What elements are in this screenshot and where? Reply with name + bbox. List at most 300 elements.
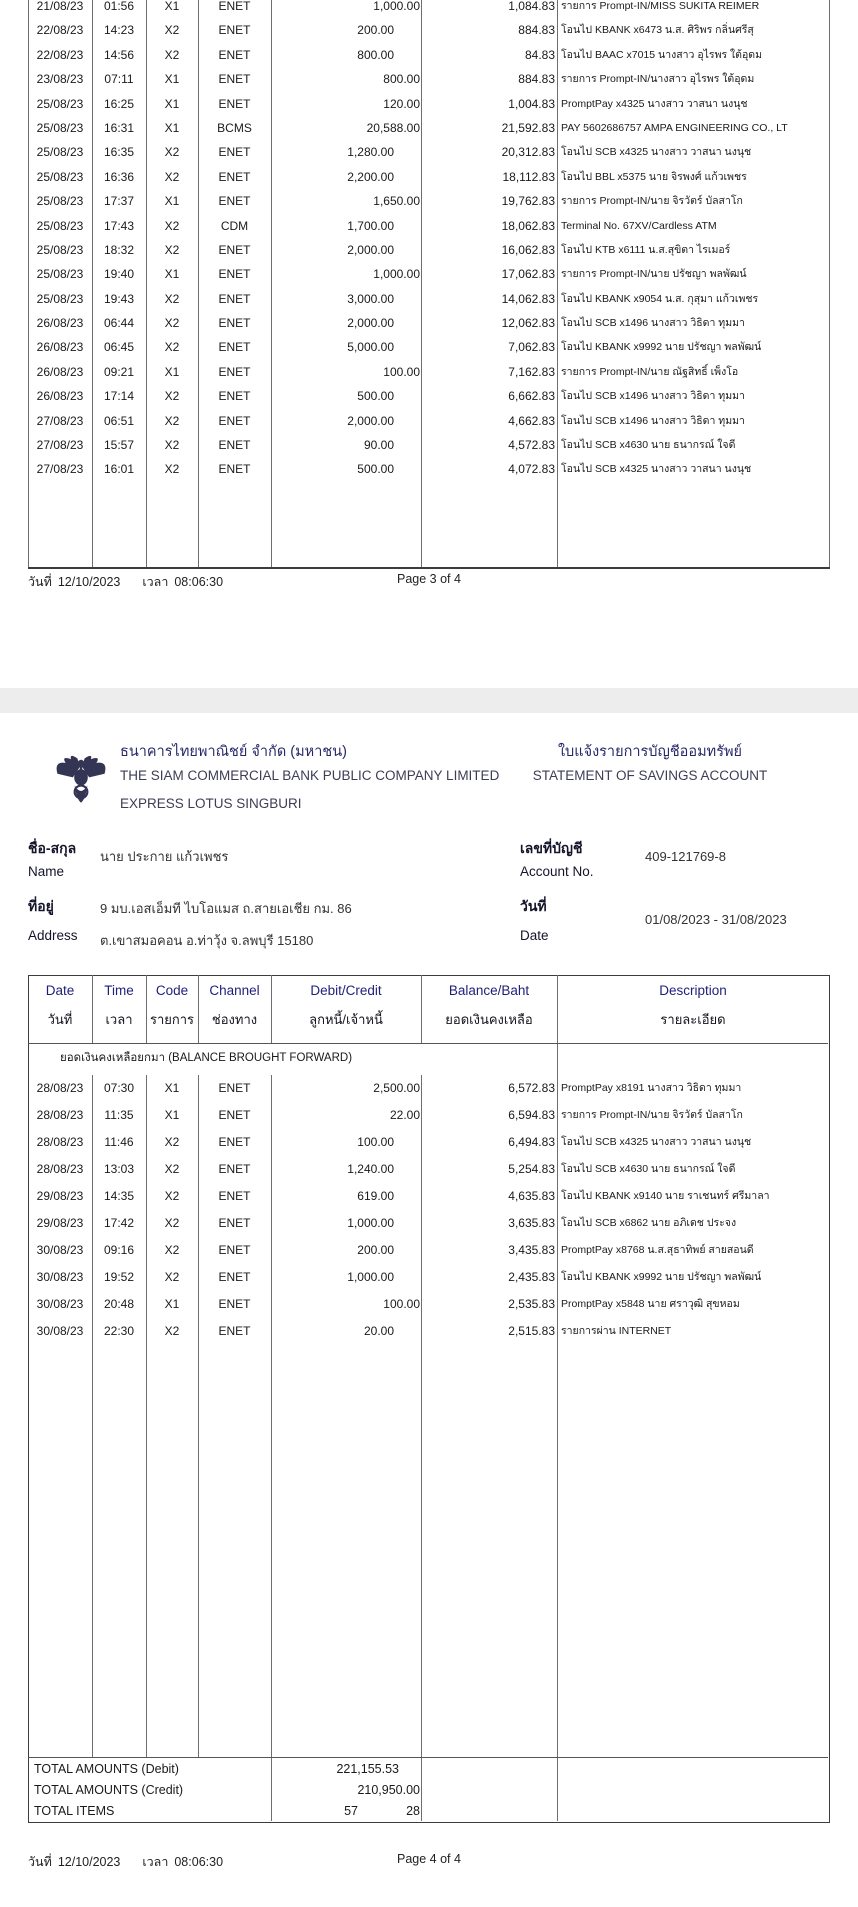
cell-channel: ENET: [218, 72, 251, 87]
cell-date: 25/08/23: [36, 145, 84, 160]
cell-channel: ENET: [218, 145, 251, 160]
cell-code: X2: [164, 1189, 180, 1203]
table-border: [557, 975, 558, 1043]
generated-date: 12/10/2023: [57, 575, 121, 589]
generated-date-label: วันที่: [28, 1855, 52, 1869]
cell-code: X2: [164, 242, 180, 257]
bank-name-th: ธนาคารไทยพาณิชย์ จำกัด (มหาชน): [120, 744, 347, 760]
address-line2: ต.เขาสมอคอน อ.ท่าวุ้ง จ.ลพบุรี 15180: [100, 933, 314, 948]
cell-balance: 84.83: [524, 47, 555, 62]
cell-debit-credit: [271, 140, 421, 164]
table-row: [28, 409, 830, 433]
cell-channel: ENET: [218, 438, 251, 453]
credit-amount: 100.00: [383, 364, 420, 379]
cell-description: รายการ Prompt-IN/นาย จิรวัตร์ บัลสาโก: [561, 195, 743, 208]
generated-date-label: วันที่: [28, 575, 52, 589]
cell-time: 16:01: [103, 462, 135, 477]
cell-time: 01:56: [103, 0, 135, 13]
cell-balance: 6,494.83: [508, 1135, 555, 1149]
cell-debit-credit: [271, 384, 421, 408]
cell-debit-credit: [271, 1156, 421, 1183]
bank-branch: EXPRESS LOTUS SINGBURI: [120, 796, 302, 811]
cell-time: 06:45: [103, 340, 135, 355]
debit-amount: 619.00: [357, 1189, 394, 1203]
cell-channel: ENET: [218, 1297, 251, 1311]
cell-date: 25/08/23: [36, 96, 84, 111]
cell-debit-credit: [271, 457, 421, 481]
cell-debit-credit: [271, 1102, 421, 1129]
col-header-time-en: Time: [104, 983, 134, 998]
cell-balance: 3,635.83: [508, 1216, 555, 1230]
cell-balance: 12,062.83: [501, 316, 555, 331]
debit-amount: 1,000.00: [347, 1216, 394, 1230]
cell-description: รายการ Prompt-IN/นาย จิรวัตร์ บัลสาโก: [561, 1109, 743, 1121]
cell-channel: ENET: [218, 194, 251, 209]
cell-description: โอนไป SCB x4325 นางสาว วาสนา นงนุช: [561, 1136, 752, 1148]
total-items-label: TOTAL ITEMS: [34, 1804, 115, 1818]
cell-balance: 4,072.83: [508, 462, 555, 477]
address-line1: 9 มบ.เอสเอ็มที ไบโอแมส ถ.สายเอเชีย กม. 86: [100, 901, 352, 916]
table-row: [28, 1183, 830, 1210]
cell-debit-credit: [271, 1075, 421, 1102]
cell-channel: ENET: [218, 364, 251, 379]
cell-time: 11:46: [104, 1135, 134, 1149]
col-header-time-th: เวลา: [105, 1012, 133, 1027]
cell-time: 14:23: [103, 23, 135, 38]
table-row: [28, 433, 830, 457]
col-header-debit-credit-th: ลูกหนี้/เจ้าหนี้: [309, 1012, 383, 1027]
cell-balance: 18,062.83: [501, 218, 555, 233]
date-label-en: Date: [520, 928, 549, 943]
cell-date: 25/08/23: [36, 218, 84, 233]
table-row: [28, 1318, 830, 1345]
total-items-debit-count: 57: [344, 1804, 358, 1818]
cell-description: โอนไป KBANK x9992 นาย ปรัชญา พลพัฒน์: [561, 1271, 762, 1283]
cell-channel: ENET: [218, 316, 251, 331]
cell-debit-credit: [271, 116, 421, 140]
cell-code: X1: [164, 1108, 180, 1122]
cell-time: 09:21: [103, 364, 135, 379]
cell-balance: 6,594.83: [508, 1108, 555, 1122]
page3-footer: [28, 572, 830, 592]
cell-debit-credit: [271, 1129, 421, 1156]
table-row: [28, 165, 830, 189]
cell-channel: ENET: [218, 169, 251, 184]
cell-code: X1: [164, 72, 180, 87]
cell-balance: 18,112.83: [502, 169, 555, 184]
cell-debit-credit: [271, 1237, 421, 1264]
cell-date: 30/08/23: [36, 1243, 84, 1257]
table-row: [28, 67, 830, 91]
debit-amount: 500.00: [357, 389, 394, 404]
cell-balance: 884.83: [518, 23, 555, 38]
cell-channel: ENET: [218, 23, 251, 38]
cell-debit-credit: [271, 92, 421, 116]
cell-balance: 7,062.83: [508, 340, 555, 355]
cell-date: 28/08/23: [36, 1081, 84, 1095]
cell-code: X1: [164, 120, 180, 135]
cell-channel: ENET: [218, 1135, 251, 1149]
table-row: [28, 360, 830, 384]
cell-channel: ENET: [218, 1162, 251, 1176]
cell-time: 19:43: [103, 291, 135, 306]
cell-code: X1: [164, 1297, 180, 1311]
table-row: [28, 238, 830, 262]
cell-code: X2: [164, 47, 180, 62]
cell-debit-credit: [271, 214, 421, 238]
bank-name-en: THE SIAM COMMERCIAL BANK PUBLIC COMPANY LIMITED: [120, 768, 500, 783]
cell-time: 16:31: [103, 120, 135, 135]
generated-time: 08:06:30: [174, 1855, 224, 1869]
cell-time: 06:51: [103, 413, 135, 428]
col-header-channel-th: ช่องทาง: [211, 1012, 258, 1027]
cell-debit-credit: [271, 189, 421, 213]
cell-debit-credit: [271, 1183, 421, 1210]
page-number: Page 4 of 4: [397, 1852, 461, 1866]
cell-code: X2: [164, 218, 180, 233]
cell-description: โอนไป SCB x6862 นาย อภิเดช ประจง: [561, 1217, 737, 1229]
debit-amount: 2,200.00: [347, 169, 394, 184]
cell-date: 22/08/23: [36, 23, 84, 38]
cell-description: รายการ Prompt-IN/MISS SUKITA REIMER: [561, 0, 760, 12]
debit-amount: 200.00: [357, 1243, 394, 1257]
cell-debit-credit: [271, 433, 421, 457]
cell-debit-credit: [271, 238, 421, 262]
table-row: [28, 92, 830, 116]
cell-time: 17:43: [103, 218, 135, 233]
table-row: [28, 384, 830, 408]
cell-description: โอนไป KBANK x9054 น.ส. กุสุมา แก้วเพชร: [561, 292, 759, 305]
cell-balance: 16,062.83: [501, 242, 555, 257]
transactions-table-page3: [28, 0, 830, 568]
table-row: [28, 262, 830, 286]
cell-time: 17:42: [103, 1216, 135, 1230]
cell-code: X1: [164, 96, 180, 111]
table-row: [28, 18, 830, 42]
cell-balance: 2,435.83: [508, 1270, 555, 1284]
cell-description: โอนไป KTB x6111 น.ส.สุขิตา ไรเมอร์: [561, 243, 731, 256]
credit-amount: 800.00: [383, 72, 420, 87]
cell-balance: 3,435.83: [508, 1243, 555, 1257]
cell-date: 30/08/23: [36, 1297, 84, 1311]
table-row: [28, 1264, 830, 1291]
statement-title-en: STATEMENT OF SAVINGS ACCOUNT: [532, 768, 768, 783]
header-divider: [28, 1043, 828, 1044]
cell-date: 27/08/23: [36, 438, 84, 453]
cell-balance: 21,592.83: [501, 120, 555, 135]
cell-time: 18:32: [103, 242, 135, 257]
cell-code: X2: [164, 316, 180, 331]
table-row: [28, 457, 830, 481]
cell-balance: 7,162.83: [508, 364, 555, 379]
total-credit-value: 210,950.00: [357, 1783, 420, 1797]
cell-description: รายการ Prompt-IN/นาย ณัฐสิทธิ์ เพ็งโอ: [561, 365, 739, 378]
table-row: [28, 1156, 830, 1183]
table-row: [28, 1237, 830, 1264]
address-label-en: Address: [28, 928, 78, 943]
table-row: [28, 116, 830, 140]
credit-amount: 100.00: [383, 1297, 420, 1311]
cell-balance: 2,515.83: [508, 1324, 555, 1338]
cell-code: X2: [164, 462, 180, 477]
cell-time: 17:14: [103, 389, 135, 404]
cell-description: PromptPay x8768 น.ส.สุธาทิพย์ สายสอนดี: [561, 1244, 754, 1256]
table-row: [28, 1102, 830, 1129]
cell-description: โอนไป SCB x4325 นางสาว วาสนา นงนุช: [561, 463, 752, 476]
cell-description: โอนไป SCB x4630 นาย ธนากรณ์ ใจดี: [561, 439, 736, 452]
cell-channel: ENET: [218, 1270, 251, 1284]
cell-date: 26/08/23: [36, 389, 84, 404]
cell-balance: 6,572.83: [508, 1081, 555, 1095]
cell-time: 20:48: [103, 1297, 135, 1311]
cell-description: โอนไป SCB x1496 นางสาว วิธิดา ทุมมา: [561, 317, 745, 330]
debit-amount: 5,000.00: [347, 340, 394, 355]
cell-channel: ENET: [218, 413, 251, 428]
cell-time: 07:30: [103, 1081, 135, 1095]
cell-channel: ENET: [218, 291, 251, 306]
cell-time: 14:35: [103, 1189, 135, 1203]
cell-code: X1: [164, 364, 180, 379]
debit-amount: 2,000.00: [347, 242, 394, 257]
account-holder-name: นาย ประกาย แก้วเพชร: [100, 849, 229, 864]
table-border: [198, 975, 199, 1043]
cell-time: 19:52: [103, 1270, 135, 1284]
table-border: [146, 975, 147, 1043]
cell-debit-credit: [271, 18, 421, 42]
cell-date: 29/08/23: [36, 1189, 84, 1203]
cell-code: X2: [164, 1243, 180, 1257]
cell-date: 25/08/23: [36, 242, 84, 257]
date-label-th: วันที่: [520, 898, 547, 914]
credit-amount: 1,000.00: [373, 0, 420, 13]
credit-amount: 1,650.00: [373, 194, 420, 209]
credit-amount: 1,000.00: [373, 267, 420, 282]
table-row: [28, 1129, 830, 1156]
cell-debit-credit: [271, 360, 421, 384]
credit-amount: 120.00: [383, 96, 420, 111]
cell-channel: CDM: [220, 218, 249, 233]
col-header-balance-en: Balance/Baht: [448, 983, 530, 998]
cell-code: X1: [164, 267, 180, 282]
cell-time: 15:57: [103, 438, 135, 453]
cell-time: 22:30: [103, 1324, 135, 1338]
cell-balance: 1,084.83: [508, 0, 555, 13]
cell-channel: ENET: [218, 242, 251, 257]
cell-balance: 4,635.83: [508, 1189, 555, 1203]
table-row: [28, 214, 830, 238]
table-border: [146, 0, 147, 568]
debit-amount: 1,000.00: [347, 1270, 394, 1284]
cell-channel: ENET: [218, 1243, 251, 1257]
table-border: [271, 975, 272, 1043]
cell-description: โอนไป SCB x1496 นางสาว วิธิดา ทุมมา: [561, 390, 745, 403]
cell-code: X2: [164, 1162, 180, 1176]
cell-code: X2: [164, 23, 180, 38]
cell-code: X2: [164, 1270, 180, 1284]
debit-amount: 90.00: [363, 438, 394, 453]
cell-code: X1: [164, 0, 180, 13]
debit-amount: 1,280.00: [347, 145, 394, 160]
table-border: [421, 975, 422, 1043]
total-debit-row: [28, 1759, 830, 1780]
generated-time-label: เวลา: [142, 1855, 169, 1869]
cell-channel: ENET: [218, 96, 251, 111]
cell-code: X1: [164, 1081, 180, 1095]
cell-time: 19:40: [103, 267, 135, 282]
table-border: [271, 0, 272, 568]
debit-amount: 200.00: [357, 23, 394, 38]
cell-time: 16:35: [103, 145, 135, 160]
cell-channel: ENET: [218, 340, 251, 355]
totals-divider: [28, 1757, 828, 1758]
cell-debit-credit: [271, 1264, 421, 1291]
cell-debit-credit: [271, 287, 421, 311]
cell-date: 25/08/23: [36, 169, 84, 184]
debit-amount: 3,000.00: [347, 291, 394, 306]
cell-balance: 19,762.83: [501, 194, 555, 209]
cell-description: โอนไป SCB x4325 นางสาว วาสนา นงนุช: [561, 146, 752, 159]
cell-description: โอนไป KBANK x6473 น.ส. ศิริพร กลิ่นศรีสุ: [561, 24, 754, 37]
cell-code: X2: [164, 145, 180, 160]
cell-description: รายการ Prompt-IN/นางสาว อุไรพร ใต้อุดม: [561, 73, 755, 86]
cell-date: 28/08/23: [36, 1162, 84, 1176]
cell-balance: 884.83: [518, 72, 555, 87]
generated-date: 12/10/2023: [57, 1855, 121, 1869]
cell-debit-credit: [271, 1318, 421, 1345]
cell-debit-credit: [271, 262, 421, 286]
table-row: [28, 1075, 830, 1102]
cell-description: โอนไป KBANK x9992 นาย ปรัชญา พลพัฒน์: [561, 341, 762, 354]
cell-date: 29/08/23: [36, 1216, 84, 1230]
cell-date: 26/08/23: [36, 316, 84, 331]
page-number: Page 3 of 4: [397, 572, 461, 586]
debit-amount: 100.00: [357, 1135, 394, 1149]
col-header-code-en: Code: [155, 983, 189, 998]
cell-description: PromptPay x8191 นางสาว วิธิดา ทุมมา: [561, 1082, 742, 1094]
cell-balance: 5,254.83: [508, 1162, 555, 1176]
address-label-th: ที่อยู่: [28, 898, 54, 914]
table-row: [28, 335, 830, 359]
cell-date: 22/08/23: [36, 47, 84, 62]
cell-balance: 1,004.83: [508, 96, 555, 111]
credit-amount: 2,500.00: [373, 1081, 420, 1095]
cell-balance: 4,572.83: [508, 438, 555, 453]
account-no-label-en: Account No.: [520, 864, 594, 879]
table-bottom-border: [28, 567, 830, 569]
name-label-en: Name: [28, 864, 65, 879]
cell-date: 23/08/23: [36, 72, 84, 87]
cell-channel: BCMS: [217, 120, 252, 135]
credit-amount: 22.00: [389, 1108, 420, 1122]
cell-code: X2: [164, 1216, 180, 1230]
cell-date: 26/08/23: [36, 340, 84, 355]
cell-balance: 4,662.83: [508, 413, 555, 428]
cell-date: 25/08/23: [36, 194, 84, 209]
cell-date: 30/08/23: [36, 1324, 84, 1338]
cell-description: โอนไป BAAC x7015 นางสาว อุไรพร ใต้อุดม: [561, 48, 763, 61]
col-header-date-en: Date: [45, 983, 75, 998]
col-header-code-th: รายการ: [149, 1012, 195, 1027]
cell-code: X2: [164, 413, 180, 428]
cell-debit-credit: [271, 67, 421, 91]
table-border: [557, 0, 558, 568]
total-items-row: [28, 1801, 830, 1822]
debit-amount: 1,700.00: [347, 218, 394, 233]
cell-code: X2: [164, 169, 180, 184]
transaction-rows-page3: [28, 0, 830, 482]
page-separator: [0, 688, 858, 713]
cell-description: PromptPay x5848 นาย ศราวุฒิ สุขหอม: [561, 1298, 740, 1310]
cell-code: X2: [164, 340, 180, 355]
cell-date: 21/08/23: [36, 0, 84, 13]
col-header-channel-en: Channel: [209, 983, 260, 998]
cell-debit-credit: [271, 1291, 421, 1318]
cell-debit-credit: [271, 43, 421, 67]
debit-amount: 1,240.00: [347, 1162, 394, 1176]
cell-channel: ENET: [218, 1189, 251, 1203]
cell-code: X2: [164, 1324, 180, 1338]
col-header-date-th: วันที่: [47, 1012, 73, 1027]
cell-date: 27/08/23: [36, 462, 84, 477]
page4-footer: [28, 1852, 830, 1872]
table-row: [28, 1210, 830, 1237]
cell-description: โอนไป KBANK x9140 นาย ราเชนทร์ ศรีมาลา: [561, 1190, 770, 1202]
cell-channel: ENET: [218, 267, 251, 282]
statement-title-th: ใบแจ้งรายการบัญชีออมทรัพย์: [557, 744, 743, 760]
cell-code: X1: [164, 194, 180, 209]
col-header-description-en: Description: [659, 983, 727, 998]
generated-time: 08:06:30: [174, 575, 224, 589]
garuda-emblem-icon: [52, 750, 110, 812]
cell-date: 26/08/23: [36, 364, 84, 379]
cell-time: 17:37: [103, 194, 135, 209]
cell-description: โอนไป SCB x1496 นางสาว วิธิดา ทุมมา: [561, 414, 745, 427]
col-header-debit-credit-en: Debit/Credit: [310, 983, 382, 998]
cell-balance: 17,062.83: [501, 267, 555, 282]
cell-channel: ENET: [218, 1324, 251, 1338]
total-debit-label: TOTAL AMOUNTS (Debit): [34, 1762, 179, 1776]
total-credit-row: [28, 1780, 830, 1801]
table-row: [28, 311, 830, 335]
col-header-balance-th: ยอดเงินคงเหลือ: [445, 1012, 533, 1027]
cell-time: 16:36: [103, 169, 135, 184]
cell-channel: ENET: [218, 462, 251, 477]
table-row: [28, 189, 830, 213]
generated-time-label: เวลา: [142, 575, 169, 589]
cell-date: 30/08/23: [36, 1270, 84, 1284]
debit-amount: 2,000.00: [347, 316, 394, 331]
table-border: [28, 0, 29, 568]
cell-date: 25/08/23: [36, 267, 84, 282]
cell-debit-credit: [271, 165, 421, 189]
cell-channel: ENET: [218, 1081, 251, 1095]
table-row: [28, 1291, 830, 1318]
total-items-credit-count: 28: [406, 1804, 420, 1818]
name-label-th: ชื่อ-สกุล: [28, 840, 77, 856]
account-number: 409-121769-8: [645, 849, 726, 864]
cell-debit-credit: [271, 409, 421, 433]
cell-time: 16:25: [103, 96, 135, 111]
cell-code: X2: [164, 438, 180, 453]
cell-channel: ENET: [218, 47, 251, 62]
cell-channel: ENET: [218, 1108, 251, 1122]
cell-description: PromptPay x4325 นางสาว วาสนา นงนุช: [561, 97, 748, 110]
total-credit-label: TOTAL AMOUNTS (Credit): [34, 1783, 184, 1797]
transaction-rows-page4: [28, 1075, 830, 1345]
cell-description: โอนไป BBL x5375 นาย จิรพงศ์ แก้วเพชร: [561, 170, 747, 183]
cell-time: 13:03: [103, 1162, 135, 1176]
cell-description: โอนไป SCB x4630 นาย ธนากรณ์ ใจดี: [561, 1163, 736, 1175]
